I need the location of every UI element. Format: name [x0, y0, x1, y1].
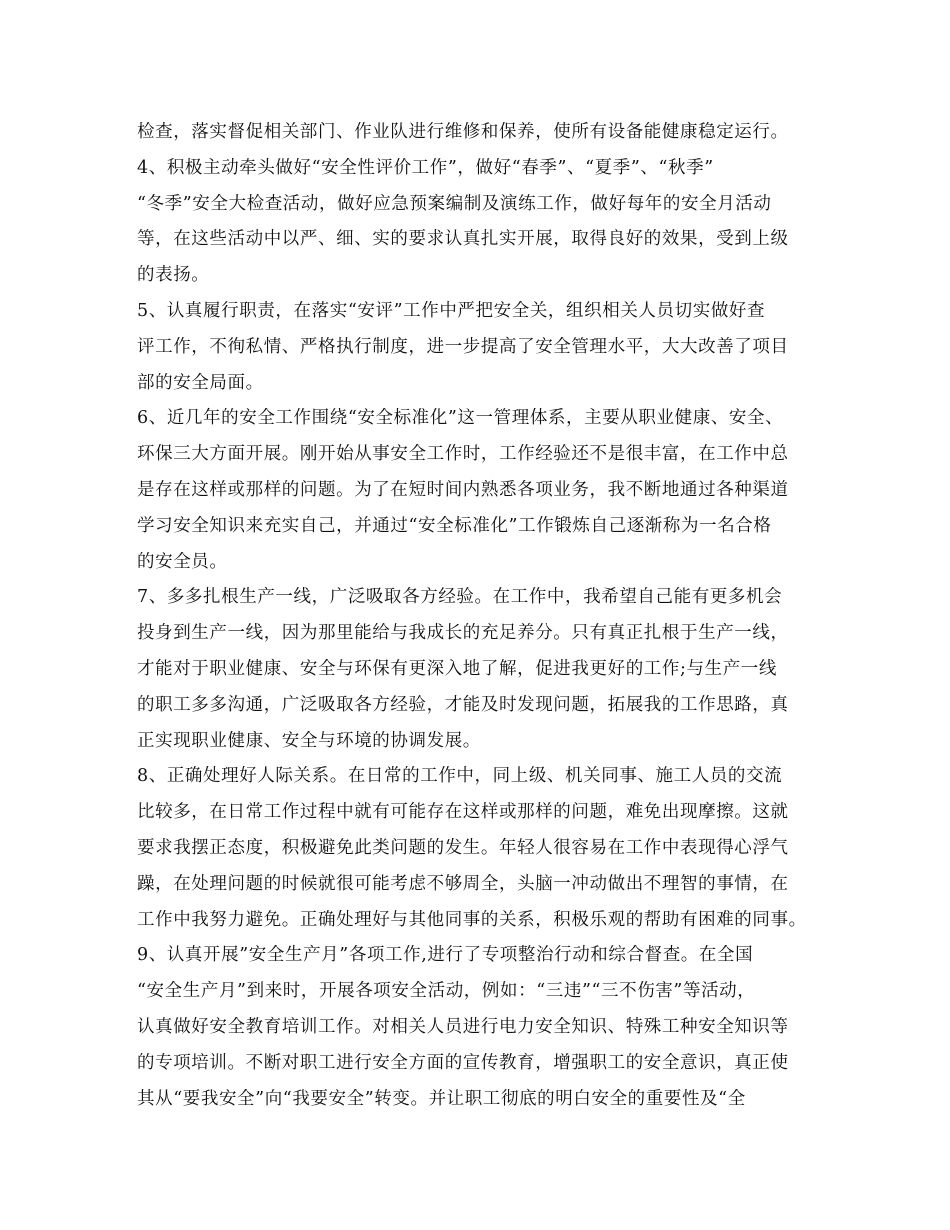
- document-body: [137, 115, 827, 1117]
- text-line: 8、正确处理好人际关系。在日常的工作中，同上级、机关同事、施工人员的交流: [137, 766, 783, 787]
- text-line: “冬季”安全大检查活动，做好应急预案编制及演练工作，做好每年的安全月活动: [137, 193, 772, 214]
- text-line: 等，在这些活动中以严、细、实的要求认真扎实开展，取得良好的效果，受到上级: [137, 229, 789, 250]
- text-line: “安全生产月”到来时，开展各项安全活动，例如：“三违”“三不伤害”等活动，: [137, 981, 756, 1002]
- text-line: 比较多，在日常工作过程中就有可能存在这样或那样的问题，难免出现摩擦。这就: [137, 802, 789, 823]
- text-line: 要求我摆正态度，积极避免此类问题的发生。年轻人很容易在工作中表现得心浮气: [137, 837, 789, 858]
- text-line: 检查，落实督促相关部门、作业队进行维修和保养，使所有设备能健康稳定运行。: [137, 122, 789, 142]
- text-line: 评工作，不徇私情、严格执行制度，进一步提高了安全管理水平，大大改善了项目: [137, 336, 789, 357]
- text-line: 认真做好安全教育培训工作。对相关人员进行电力安全知识、特殊工种安全知识等: [137, 1016, 789, 1037]
- text-line: 的职工多多沟通，广泛吸取各方经验，才能及时发现问题，拓展我的工作思路，真: [137, 694, 789, 715]
- text-line: 工作中我努力避免。正确处理好与其他同事的关系，积极乐观的帮助有困难的同事。: [137, 909, 807, 930]
- text-line: 环保三大方面开展。刚开始从事安全工作时，工作经验还不是很丰富，在工作中总: [137, 444, 789, 465]
- text-line: 正实现职业健康、安全与环境的协调发展。: [137, 730, 481, 751]
- text-line: 才能对于职业健康、安全与环保有更深入地了解，促进我更好的工作;与生产一线: [137, 658, 777, 679]
- text-line: 4、积极主动牵头做好“安全性评价工作”，做好“春季”、“夏季”、“秋季”: [137, 157, 714, 178]
- text-line: 学习安全知识来充实自己，并通过“安全标准化”工作锻炼自己逐渐称为一名合格: [137, 515, 772, 536]
- text-line: 躁，在处理问题的时候就很可能考虑不够周全，头脑一冲动做出不理智的事情，在: [137, 873, 789, 894]
- text-line: 5、认真履行职责，在落实“安评”工作中严把安全关，组织相关人员切实做好查: [137, 300, 766, 321]
- text-line: 的专项培训。不断对职工进行安全方面的宣传教育，增强职工的安全意识，真正使: [137, 1052, 789, 1073]
- text-line: 7、多多扎根生产一线，广泛吸取各方经验。在工作中，我希望自己能有更多机会: [137, 587, 783, 608]
- text-line: 是存在这样或那样的问题。为了在短时间内熟悉各项业务，我不断地通过各种渠道: [137, 479, 789, 500]
- text-line: 的安全员。: [137, 551, 228, 572]
- text-line: 投身到生产一线，因为那里能给与我成长的充足养分。只有真正扎根于生产一线，: [137, 623, 789, 644]
- text-line: 其从“要我安全”向“我要安全”转变。并让职工彻底的明白安全的重要性及“全: [137, 1088, 746, 1109]
- text-line: 9、认真开展”安全生产月”各项工作,进行了专项整治行动和综合督查。在全国: [137, 945, 754, 966]
- text-line: 的表扬。: [137, 265, 210, 286]
- text-line: 6、近几年的安全工作围绕“安全标准化”这一管理体系，主要从职业健康、安全、: [137, 408, 784, 429]
- text-line: 部的安全局面。: [137, 372, 264, 393]
